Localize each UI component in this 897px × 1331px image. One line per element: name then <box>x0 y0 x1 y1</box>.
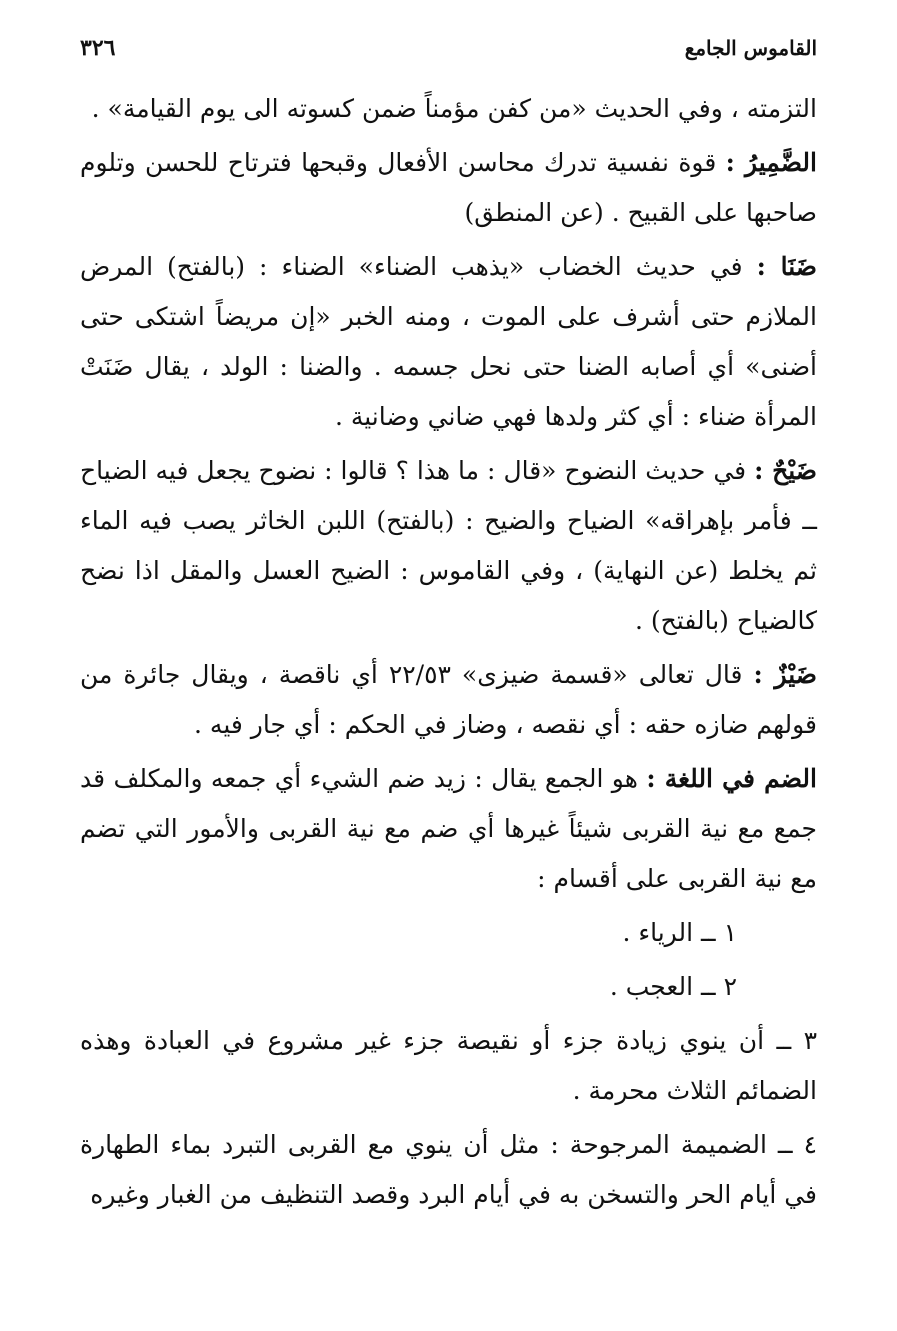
entry-dayh <box>80 446 817 646</box>
entry-headword: الضَّمِيرُ : <box>725 148 817 177</box>
book-title: القاموس الجامع <box>684 36 817 60</box>
page-body <box>80 84 817 1224</box>
paragraph-continuation <box>80 84 817 134</box>
paragraph-item-4: ٤ ــ الضميمة المرجوحة : مثل أن ينوي مع القربى التبرد بماء الطهارة في أيام الحر والتسخن به في أيام البرد وقصد التنظيف من الغبار وغيره <box>80 1130 817 1209</box>
page-number: ٣٢٦ <box>80 35 116 61</box>
entry-text: هو الجمع يقال : زيد ضم الشيء أي جمعه والمكلف قد جمع مع نية القربى شيئاً غيرها أي ضم مع نية القربى والأمور التي تضم مع نية القربى على أقسام : <box>80 764 817 893</box>
entry-text: قوة نفسية تدرك محاسن الأفعال وقبحها فترتاح للحسن وتلوم صاحبها على القبيح . (عن المنطق) <box>80 148 817 227</box>
entry-damir <box>80 138 817 238</box>
list-item: ٢ ــ العجب . <box>609 972 737 1001</box>
entry-headword: ضَنَا : <box>756 252 817 281</box>
entry-dana <box>80 242 817 442</box>
entry-headword: ضَيْزٌ : <box>753 660 818 689</box>
entry-text: في حديث الخضاب «يذهب الضناء» الضناء : (بالفتح) المرض الملازم حتى أشرف على الموت ، ومنه الخبر «إن مريضاً اشتكى حتى أضنى» أي أصابه الضنا حتى نحل جسمه . والضنا : الولد ، يقال ضَنَتْ المرأة ضناء : أي كثر ولدها فهي ضاني وضانية . <box>80 252 817 431</box>
entry-headword: ضَيْحٌ : <box>754 456 818 485</box>
entry-dayz <box>80 650 817 750</box>
page-header <box>80 28 817 68</box>
entry-text: قال تعالى «قسمة ضيزى» ٢٢/٥٣ أي ناقصة ، ويقال جائرة من قولهم ضازه حقه : أي نقصه ، وضاز في الحكم : أي جار فيه . <box>80 660 817 739</box>
list-item: ١ ــ الرياء . <box>622 918 737 947</box>
paragraph-item-3: ٣ ــ أن ينوي زيادة جزء أو نقيصة جزء غير مشروع في العبادة وهذه الضمائم الثلاث محرمة . <box>80 1026 817 1105</box>
entry-headword: الضم في اللغة : <box>646 764 817 793</box>
paragraph-text: التزمته ، وفي الحديث «من كفن مؤمناً ضمن كسوته الى يوم القيامة» . <box>91 94 817 123</box>
entry-damm <box>80 754 817 904</box>
entry-text: في حديث النضوح «قال : ما هذا ؟ قالوا : نضوح يجعل فيه الضياح ــ فأمر بإهراقه» الضياح والضيح : (بالفتح) اللبن الخاثر يصب فيه الماء ثم يخلط (عن النهاية) ، وفي القاموس : الضيح العسل والمقل اذا نضح كالضياح (بالفتح) . <box>80 456 817 635</box>
